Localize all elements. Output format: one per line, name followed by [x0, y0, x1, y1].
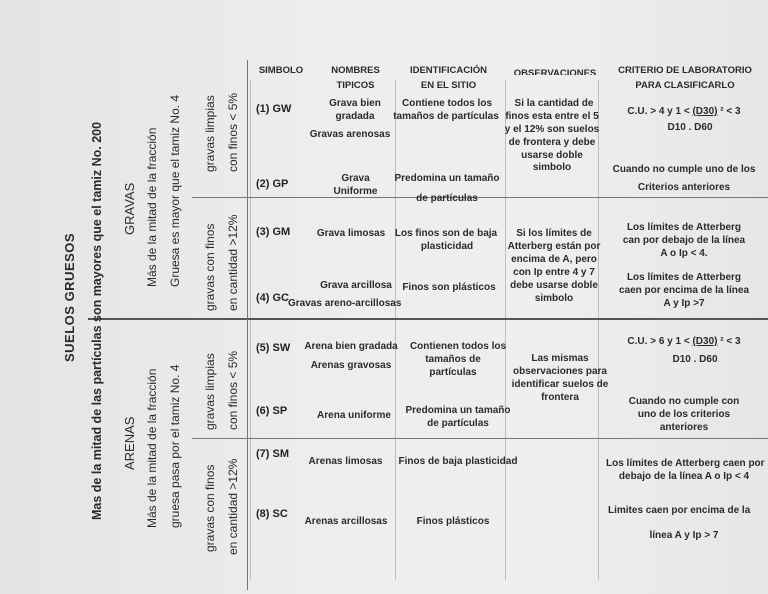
ident-sw-2: tamaños de: [425, 354, 481, 365]
observ-s1-4: frontera: [541, 392, 579, 403]
observ-g1-6: simbolo: [532, 162, 572, 173]
symbol-gp: (2) GP: [256, 178, 289, 190]
gravas-line1: Más de la mitad de la fracción: [145, 127, 159, 287]
criterio-sc-1: Limites caen por encima de la: [608, 505, 751, 516]
arenas-line1: Más de la mitad de la fracción: [145, 368, 159, 528]
ident-sw-3: partículas: [429, 367, 477, 378]
header-simbolo: SIMBOLO: [258, 65, 304, 76]
criterio-sw-b: (D30): [692, 336, 718, 347]
criterio-gw-b: (D30): [692, 106, 718, 117]
name-gp-1: Grava: [341, 173, 370, 184]
criterio-sp-1: Cuando no cumple con: [628, 396, 740, 407]
row-divider: [192, 438, 768, 439]
name-sp: Arena uniforme: [317, 410, 391, 421]
symbol-sw: (5) SW: [256, 342, 291, 354]
arenas-line2: gruesa pasa por el tamiz No. 4: [168, 364, 182, 528]
section-divider: [88, 318, 768, 320]
observ-g2-1: Si los límites de: [516, 228, 592, 239]
name-sm: Arenas limosas: [308, 456, 383, 467]
observ-s1-1: Las mismas: [531, 353, 589, 364]
header-nombres-2: TIPICOS: [336, 80, 375, 91]
ident-sp-2: de partículas: [427, 418, 489, 429]
criterio-gc-3: A y Ip >7: [663, 298, 705, 309]
symbol-sp: (6) SP: [256, 405, 288, 417]
observ-g1-3: y el 12% son suelos: [504, 124, 600, 135]
observ-g1-4: de frontera y debe: [508, 137, 596, 148]
arenas-limpias-2: con finos < 5%: [226, 350, 240, 430]
arenas-finos-1: gravas con finos: [203, 464, 217, 552]
name-sw-2: Arenas gravosas: [310, 360, 392, 371]
name-sc: Arenas arcillosas: [304, 516, 388, 527]
gravas-limpias-1: gravas limpias: [203, 95, 217, 172]
ident-sm: Finos de baja plasticidad: [398, 456, 518, 467]
ident-gp-1: Predomina un tamaño: [394, 173, 500, 184]
observ-s1-3: identificar suelos de: [511, 379, 609, 390]
column-divider: [247, 60, 248, 590]
symbol-sm: (7) SM: [256, 448, 289, 460]
criterio-gm-2: can por debajo de la línea: [622, 235, 746, 246]
main-group-title: SUELOS GRUESOS: [62, 232, 77, 362]
criterio-gc-1: Los límites de Atterberg: [626, 272, 742, 283]
gravas-finos-2: en cantidad >12%: [226, 214, 240, 311]
header-ident-1: IDENTIFICACIÓN: [409, 65, 488, 76]
observ-g1-1: Si la cantidad de: [514, 98, 594, 109]
faint-grid-line: [250, 80, 251, 580]
symbol-sc: (8) SC: [256, 508, 288, 520]
name-gw-1: Grava bien: [329, 98, 381, 109]
arenas-limpias-1: gravas limpias: [203, 353, 217, 430]
observ-g2-2: Atterberg están por: [507, 241, 601, 252]
ident-gp-2: de partículas: [416, 193, 478, 204]
gravas-limpias-2: con finos < 5%: [226, 92, 240, 172]
ident-sw-1: Contienen todos los: [409, 341, 507, 352]
arenas-finos-2: en cantidad >12%: [226, 458, 240, 555]
gravas-title: GRAVAS: [122, 182, 137, 235]
criterio-gw: [600, 106, 768, 118]
observ-g1-5: usarse doble: [521, 150, 583, 161]
faint-grid-line: [395, 80, 396, 580]
header-observ: OBSERVACIONES: [513, 68, 597, 75]
observ-g2-5: debe usarse doble: [510, 280, 598, 291]
gravas-finos-1: gravas con finos: [203, 223, 217, 311]
criterio-gw-a: C.U. > 4 y 1 <: [627, 106, 690, 117]
name-sw-1: Arena bien gradada: [304, 341, 398, 352]
observ-g2-6: simbolo: [534, 293, 574, 304]
symbol-gw: (1) GW: [256, 103, 292, 115]
criterio-gp-1: Cuando no cumple uno de los: [612, 164, 756, 175]
criterio-sc-2: línea A y Ip > 7: [649, 530, 719, 541]
ident-gm-1: Los finos son de baja: [394, 228, 498, 239]
header-criterio-2: PARA CLASIFICARLO: [635, 80, 735, 91]
criterio-sm-2: debajo de la línea A o Ip < 4: [618, 471, 750, 482]
ident-gw-1: Contiene todos los: [402, 98, 492, 109]
criterio-sp-2: uno de los criterios: [637, 409, 731, 420]
name-gm: Grava limosas: [316, 228, 386, 239]
criterio-sm-1: Los límites de Atterberg caen por: [606, 458, 765, 469]
criterio-sw-c: ² < 3: [717, 336, 741, 347]
criterio-sw-a: C.U. > 6 y 1 <: [627, 336, 690, 347]
observ-g1-2: finos esta entre el 5: [505, 111, 599, 122]
ident-gm-2: plasticidad: [420, 241, 474, 252]
name-gw-2: gradada: [335, 111, 375, 122]
header-ident-2: EN EL SITIO: [420, 80, 477, 91]
header-nombres-1: NOMBRES: [331, 65, 380, 76]
name-gp-2: Uniforme: [333, 186, 378, 197]
symbol-gm: (3) GM: [256, 226, 291, 238]
observ-g2-3: encima de A, pero: [511, 254, 597, 265]
symbol-gc: (4) GC: [256, 292, 289, 304]
ident-gc: Finos son plásticos: [402, 282, 496, 293]
ident-gw-2: tamaños de partículas: [393, 111, 499, 122]
criterio-gp-2: Criterios anteriores: [637, 182, 731, 193]
header-criterio-1: CRITERIO DE LABORATORIO: [618, 65, 752, 76]
criterio-sw-d: D10 . D60: [672, 354, 718, 365]
criterio-gw-d: D10 . D60: [667, 122, 713, 133]
ident-sp-1: Predomina un tamaño: [405, 405, 511, 416]
criterio-gm-1: Los límites de Atterberg: [626, 222, 742, 233]
observ-s1-2: observaciones para: [513, 366, 607, 377]
ident-sc: Finos plásticos: [416, 516, 490, 527]
main-group-subtitle: Mas de la mitad de las partículas son mayores que el tamiz No. 200: [90, 121, 104, 520]
arenas-title: ARENAS: [122, 416, 137, 470]
name-gw-3: Gravas arenosas: [309, 129, 391, 140]
name-gc-2: Gravas areno-arcillosas: [288, 298, 402, 309]
criterio-sp-3: anteriores: [659, 422, 709, 433]
name-gc-1: Grava arcillosa: [320, 280, 392, 291]
criterio-sw: [600, 336, 768, 348]
criterio-gw-c: ² < 3: [717, 106, 741, 117]
gravas-line2: Gruesa es mayor que el tamiz No. 4: [168, 94, 182, 287]
criterio-gc-2: caen por encima de la línea: [618, 285, 750, 296]
observ-g2-4: con Ip entre 4 y 7: [513, 267, 595, 278]
criterio-gm-3: A o Ip < 4.: [660, 248, 708, 259]
